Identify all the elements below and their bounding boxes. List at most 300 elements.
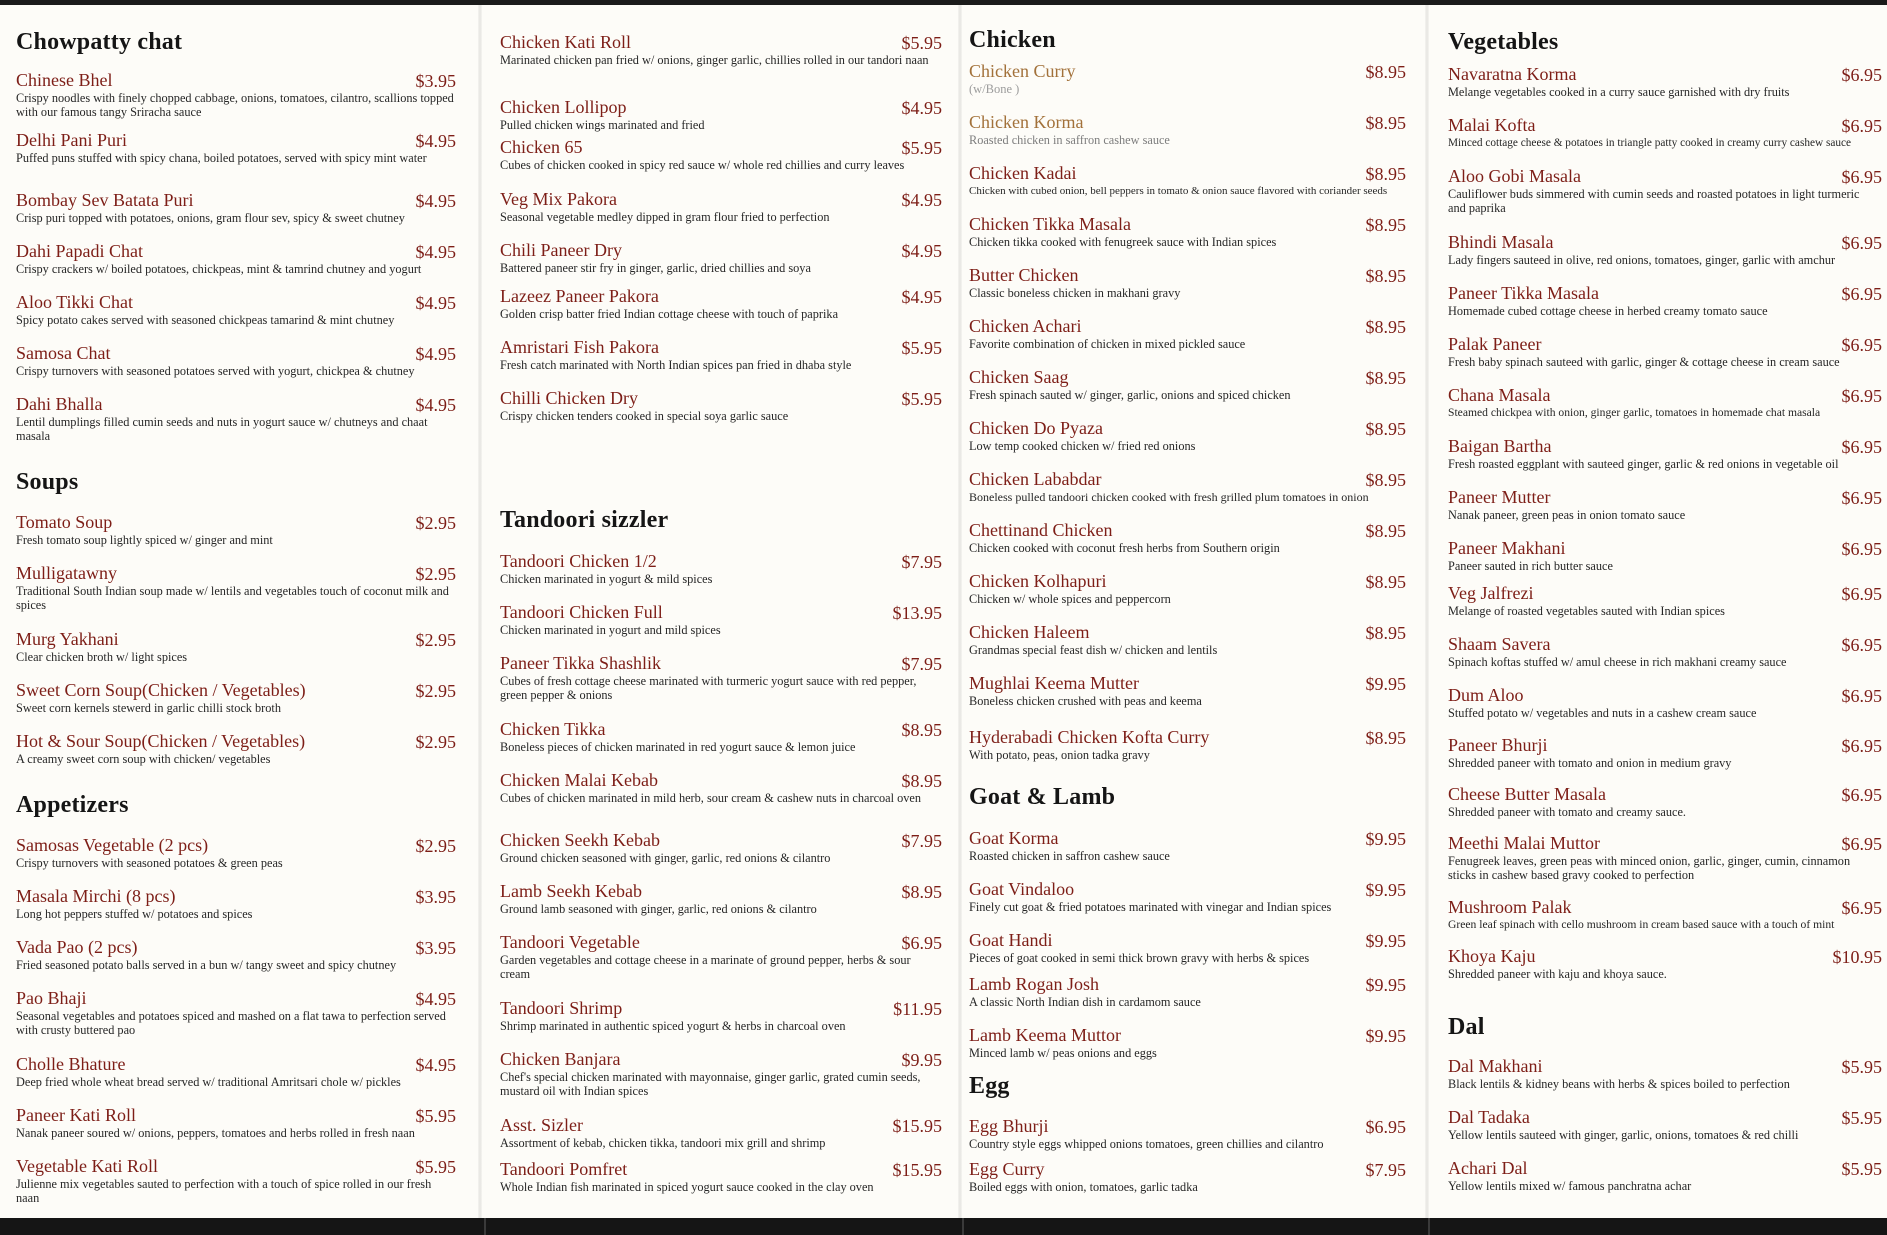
menu-item xyxy=(16,512,456,547)
item-description: Chicken w/ whole spices and peppercorn xyxy=(969,592,1171,606)
item-description: A creamy sweet corn soup with chicken/ vegetables xyxy=(16,752,271,766)
menu-item xyxy=(500,770,942,805)
item-description: Homemade cubed cottage cheese in herbed creamy tomato sauce xyxy=(1448,304,1768,318)
menu-item xyxy=(16,1105,456,1140)
menu-item xyxy=(1448,1158,1882,1193)
item-price: $8.95 xyxy=(1365,419,1406,439)
menu-item xyxy=(500,602,942,637)
item-description: Seasonal vegetable medley dipped in gram flour fried to perfection xyxy=(500,210,830,224)
item-description: Crispy crackers w/ boiled potatoes, chickpeas, mint & tamrind chutney and yogurt xyxy=(16,262,422,276)
item-name: Butter Chicken xyxy=(969,265,1079,285)
menu-item xyxy=(969,930,1406,965)
item-price: $9.95 xyxy=(1365,931,1406,951)
menu-item xyxy=(969,112,1406,147)
menu-item xyxy=(1448,64,1882,99)
menu-item xyxy=(969,622,1406,657)
item-price: $13.95 xyxy=(892,603,942,623)
item-name: Tandoori Shrimp xyxy=(500,998,623,1018)
item-name: Aloo Tikki Chat xyxy=(16,292,134,312)
menu-item xyxy=(969,1025,1406,1060)
item-description: Cauliflower buds simmered with cumin seeds and roasted potatoes in light turmeric and paprika xyxy=(1448,187,1860,216)
section-title-soups: Soups xyxy=(16,469,79,495)
item-name: Tandoori Pomfret xyxy=(500,1159,628,1179)
item-name: Vegetable Kati Roll xyxy=(16,1156,158,1176)
item-price: $8.95 xyxy=(1365,470,1406,490)
item-price: $10.95 xyxy=(1832,947,1882,967)
item-name: Chicken 65 xyxy=(500,137,583,157)
menu-item xyxy=(969,265,1406,300)
menu-item xyxy=(16,394,456,444)
item-name: Chicken Kolhapuri xyxy=(969,571,1107,591)
item-description: Long hot peppers stuffed w/ potatoes and spices xyxy=(16,907,253,921)
item-description: Crispy turnovers with seasoned potatoes & green peas xyxy=(16,856,283,870)
item-name: Mughlai Keema Mutter xyxy=(969,673,1139,693)
item-description: Melange of roasted vegetables sauted with Indian spices xyxy=(1448,604,1725,618)
item-description: Finely cut goat & fried potatoes marinated with vinegar and Indian spices xyxy=(969,900,1332,914)
menu-item xyxy=(1448,232,1882,267)
menu-item xyxy=(1448,946,1882,981)
section-title-chicken: Chicken xyxy=(969,27,1056,53)
menu-column-2 xyxy=(500,5,942,1218)
item-description: Boneless chicken crushed with peas and keema xyxy=(969,694,1202,708)
menu-item xyxy=(1448,1056,1882,1091)
item-name: Sweet Corn Soup(Chicken / Vegetables) xyxy=(16,680,306,700)
item-price: $6.95 xyxy=(1841,539,1882,559)
item-price: $4.95 xyxy=(415,1055,456,1075)
item-price: $2.95 xyxy=(415,681,456,701)
item-name: Murg Yakhani xyxy=(16,629,119,649)
menu-item xyxy=(16,343,456,378)
item-description: Clear chicken broth w/ light spices xyxy=(16,650,188,664)
item-name: Vada Pao (2 pcs) xyxy=(16,937,138,957)
menu-item xyxy=(1448,538,1882,573)
menu-item xyxy=(500,286,942,321)
item-description: Chicken marinated in yogurt and mild spices xyxy=(500,623,721,637)
item-name: Meethi Malai Muttor xyxy=(1448,833,1600,853)
item-description: Boiled eggs with onion, tomatoes, garlic tadka xyxy=(969,1180,1198,1194)
item-price: $3.95 xyxy=(415,71,456,91)
menu-item xyxy=(500,1115,942,1150)
item-description: Paneer sauted in rich butter sauce xyxy=(1448,559,1613,573)
item-name: Palak Paneer xyxy=(1448,334,1542,354)
item-price: $5.95 xyxy=(901,338,942,358)
item-name: Dal Tadaka xyxy=(1448,1107,1530,1127)
item-description: Minced lamb w/ peas onions and eggs xyxy=(969,1046,1157,1060)
item-description: Julienne mix vegetables sauted to perfection with a touch of spice rolled in our fresh naan xyxy=(16,1177,432,1206)
menu-item xyxy=(969,418,1406,453)
item-description: Nanak paneer soured w/ onions, peppers, tomatoes and herbs rolled in fresh naan xyxy=(16,1126,415,1140)
item-description: Whole Indian fish marinated in spiced yogurt sauce cooked in the clay oven xyxy=(500,1180,874,1194)
item-name: Hot & Sour Soup(Chicken / Vegetables) xyxy=(16,731,306,751)
item-name: Chicken Seekh Kebab xyxy=(500,830,660,850)
item-description: Classic boneless chicken in makhani gravy xyxy=(969,286,1181,300)
item-description: Shredded paneer with kaju and khoya sauce. xyxy=(1448,967,1667,981)
item-name: Samosas Vegetable (2 pcs) xyxy=(16,835,209,855)
item-name: Chicken Lababdar xyxy=(969,469,1102,489)
item-name: Chettinand Chicken xyxy=(969,520,1113,540)
item-price: $5.95 xyxy=(415,1157,456,1177)
menu-item xyxy=(969,214,1406,249)
menu-column-1 xyxy=(16,5,456,1218)
item-name: Tomato Soup xyxy=(16,512,113,532)
section-title-goat-lamb: Goat & Lamb xyxy=(969,784,1116,810)
item-price: $8.95 xyxy=(1365,266,1406,286)
item-price: $6.95 xyxy=(1841,785,1882,805)
item-description: Fresh tomato soup lightly spiced w/ ginger and mint xyxy=(16,533,273,547)
item-name: Paneer Bhurji xyxy=(1448,735,1548,755)
item-price: $5.95 xyxy=(901,138,942,158)
menu-item xyxy=(16,292,456,327)
menu-item xyxy=(16,190,456,225)
menu-item xyxy=(500,97,942,132)
item-price: $8.95 xyxy=(1365,113,1406,133)
item-name: Goat Korma xyxy=(969,828,1059,848)
menu-item xyxy=(16,1054,456,1089)
item-description: With potato, peas, onion tadka gravy xyxy=(969,748,1150,762)
menu-item xyxy=(1448,385,1882,420)
item-description: Chicken tikka cooked with fenugreek sauce with Indian spices xyxy=(969,235,1277,249)
section-title-chowpatty: Chowpatty chat xyxy=(16,29,183,55)
item-price: $9.95 xyxy=(1365,829,1406,849)
item-price: $6.95 xyxy=(1841,736,1882,756)
item-price: $8.95 xyxy=(1365,317,1406,337)
item-name: Navaratna Korma xyxy=(1448,64,1577,84)
item-description: Green leaf spinach with cello mushroom in cream based sauce with a touch of mint xyxy=(1448,918,1835,931)
menu-item xyxy=(969,469,1406,504)
item-price: $4.95 xyxy=(901,287,942,307)
menu-item xyxy=(500,337,942,372)
menu-item xyxy=(969,1159,1406,1194)
item-name: Lamb Keema Muttor xyxy=(969,1025,1121,1045)
menu-item xyxy=(1448,487,1882,522)
item-name: Chicken Kadai xyxy=(969,163,1077,183)
item-description: Country style eggs whipped onions tomatoes, green chillies and cilantro xyxy=(969,1137,1324,1151)
item-description: Favorite combination of chicken in mixed pickled sauce xyxy=(969,337,1246,351)
item-description: Chef's special chicken marinated with mayonnaise, ginger garlic, grated cumin seeds, mustard oil with Indian spices xyxy=(500,1070,921,1099)
item-description: Boneless pulled tandoori chicken cooked with fresh grilled plum tomatoes in onion xyxy=(969,490,1369,504)
menu-item xyxy=(16,563,456,613)
item-price: $8.95 xyxy=(1365,164,1406,184)
item-description: Garden vegetables and cottage cheese in a marinate of ground pepper, herbs & sour cream xyxy=(500,953,911,982)
menu-item xyxy=(969,163,1406,198)
item-name: Shaam Savera xyxy=(1448,634,1551,654)
item-name: Samosa Chat xyxy=(16,343,111,363)
menu-item xyxy=(1448,166,1882,216)
item-description: Spinach koftas stuffed w/ amul cheese in rich makhani creamy sauce xyxy=(1448,655,1787,669)
item-price: $2.95 xyxy=(415,732,456,752)
menu-item xyxy=(500,1159,942,1194)
menu-item xyxy=(16,629,456,664)
item-description: Fresh spinach sauted w/ ginger, garlic, onions and spiced chicken xyxy=(969,388,1291,402)
menu-item xyxy=(1448,283,1882,318)
item-name: Paneer Makhani xyxy=(1448,538,1566,558)
section-title-tandoori: Tandoori sizzler xyxy=(500,507,669,533)
item-price: $4.95 xyxy=(901,241,942,261)
item-description: Chicken cooked with coconut fresh herbs from Southern origin xyxy=(969,541,1280,555)
item-description: Lentil dumplings filled cumin seeds and nuts in yogurt sauce w/ chutneys and chaat masala xyxy=(16,415,428,444)
item-name: Chinese Bhel xyxy=(16,70,113,90)
item-description: Traditional South Indian soup made w/ lentils and vegetables touch of coconut milk and spices xyxy=(16,584,449,613)
item-price: $4.95 xyxy=(415,242,456,262)
menu-item xyxy=(1448,334,1882,369)
menu-item xyxy=(500,137,942,172)
item-name: Aloo Gobi Masala xyxy=(1448,166,1581,186)
item-price: $6.95 xyxy=(1841,233,1882,253)
item-name: Chicken Korma xyxy=(969,112,1084,132)
item-name: Paneer Kati Roll xyxy=(16,1105,136,1125)
item-description: Lady fingers sauteed in olive, red onions, tomatoes, ginger, garlic with amchur xyxy=(1448,253,1836,267)
item-name: Goat Handi xyxy=(969,930,1053,950)
item-price: $7.95 xyxy=(901,552,942,572)
item-description: Stuffed potato w/ vegetables and nuts in a cashew cream sauce xyxy=(1448,706,1757,720)
item-name: Pao Bhaji xyxy=(16,988,87,1008)
item-price: $3.95 xyxy=(415,887,456,907)
menu-item xyxy=(1448,685,1882,720)
item-description: Ground chicken seasoned with ginger, garlic, red onions & cilantro xyxy=(500,851,831,865)
item-price: $5.95 xyxy=(901,389,942,409)
item-price: $2.95 xyxy=(415,564,456,584)
item-description: Marinated chicken pan fried w/ onions, ginger garlic, chillies rolled in our tandori naan xyxy=(500,53,929,67)
menu-item xyxy=(969,727,1406,762)
item-description: Crisp puri topped with potatoes, onions, gram flour sev, spicy & sweet chutney xyxy=(16,211,405,225)
item-description: Deep fried whole wheat bread served w/ traditional Amritsari chole w/ pickles xyxy=(16,1075,401,1089)
item-price: $4.95 xyxy=(415,395,456,415)
menu-item xyxy=(969,61,1406,96)
item-description: Roasted chicken in saffron cashew sauce xyxy=(969,133,1170,147)
item-description: Yellow lentils mixed w/ famous panchratna achar xyxy=(1448,1179,1692,1193)
item-name: Delhi Pani Puri xyxy=(16,130,127,150)
item-name: Chicken Banjara xyxy=(500,1049,621,1069)
menu-item xyxy=(969,367,1406,402)
item-price: $6.95 xyxy=(1841,386,1882,406)
item-name: Goat Vindaloo xyxy=(969,879,1075,899)
menu-item xyxy=(16,731,456,766)
item-name: Masala Mirchi (8 pcs) xyxy=(16,886,176,906)
menu-item xyxy=(1448,784,1882,819)
item-price: $4.95 xyxy=(901,98,942,118)
item-price: $8.95 xyxy=(901,720,942,740)
item-name: Bhindi Masala xyxy=(1448,232,1554,252)
item-description: Fresh roasted eggplant with sauteed ginger, garlic & red onions in vegetable oil xyxy=(1448,457,1839,471)
menu-item xyxy=(16,886,456,921)
item-name: Dahi Papadi Chat xyxy=(16,241,143,261)
item-price: $4.95 xyxy=(901,190,942,210)
item-description: Fresh catch marinated with North Indian spices pan fried in dhaba style xyxy=(500,358,852,372)
item-description: Shrimp marinated in authentic spiced yogurt & herbs in charcoal oven xyxy=(500,1019,846,1033)
item-price: $8.95 xyxy=(901,771,942,791)
item-description: Puffed puns stuffed with spicy chana, boiled potatoes, served with spicy mint water xyxy=(16,151,427,165)
item-price: $8.95 xyxy=(1365,521,1406,541)
item-description: Chicken with cubed onion, bell peppers in tomato & onion sauce flavored with coriander seeds xyxy=(969,185,1388,197)
menu-item xyxy=(16,1156,456,1206)
item-price: $4.95 xyxy=(415,191,456,211)
item-price: $5.95 xyxy=(1841,1108,1882,1128)
item-name: Veg Mix Pakora xyxy=(500,189,617,209)
item-name: Bombay Sev Batata Puri xyxy=(16,190,194,210)
section-title-appetizers: Appetizers xyxy=(16,792,129,818)
item-price: $4.95 xyxy=(415,293,456,313)
section-title-egg: Egg xyxy=(969,1073,1010,1099)
fold-mark xyxy=(962,1218,964,1235)
item-description: Shredded paneer with tomato and creamy sauce. xyxy=(1448,805,1686,819)
menu-item xyxy=(500,189,942,224)
item-name: Chicken Kati Roll xyxy=(500,32,631,52)
menu-column-4 xyxy=(1448,5,1882,1218)
item-price: $4.95 xyxy=(415,344,456,364)
item-price: $6.95 xyxy=(1841,488,1882,508)
item-price: $6.95 xyxy=(1841,65,1882,85)
item-name: Dahi Bhalla xyxy=(16,394,103,414)
item-name: Hyderabadi Chicken Kofta Curry xyxy=(969,727,1210,747)
fold-mark xyxy=(1428,1218,1430,1235)
scan-edge xyxy=(0,1218,1887,1235)
menu-item xyxy=(16,241,456,276)
section-title-vegetables: Vegetables xyxy=(1448,29,1559,55)
menu-item xyxy=(16,70,456,120)
item-name: Dal Makhani xyxy=(1448,1056,1543,1076)
item-price: $8.95 xyxy=(1365,623,1406,643)
item-description: Seasonal vegetables and potatoes spiced and mashed on a flat tawa to perfection served with crusty buttered pao xyxy=(16,1009,446,1038)
item-description: Pieces of goat cooked in semi thick brown gravy with herbs & spices xyxy=(969,951,1310,965)
item-description: Crispy turnovers with seasoned potatoes served with yogurt, chickpea & chutney xyxy=(16,364,415,378)
item-price: $8.95 xyxy=(1365,728,1406,748)
item-price: $9.95 xyxy=(1365,975,1406,995)
item-name: Chicken Saag xyxy=(969,367,1069,387)
item-description: Grandmas special feast dish w/ chicken and lentils xyxy=(969,643,1218,657)
item-description: Cubes of chicken cooked in spicy red sauce w/ whole red chillies and curry leaves xyxy=(500,158,905,172)
menu-item xyxy=(969,974,1406,1009)
item-price: $3.95 xyxy=(415,938,456,958)
item-name: Chicken Do Pyaza xyxy=(969,418,1103,438)
item-name: Mushroom Palak xyxy=(1448,897,1572,917)
menu-item xyxy=(1448,583,1882,618)
item-name: Tandoori Chicken 1/2 xyxy=(500,551,657,571)
item-description: Pulled chicken wings marinated and fried xyxy=(500,118,705,132)
item-description: Battered paneer stir fry in ginger, garlic, dried chillies and soya xyxy=(500,261,811,275)
menu-item xyxy=(500,1049,942,1099)
item-name: Chicken Curry xyxy=(969,61,1076,81)
menu-item xyxy=(1448,897,1882,932)
item-price: $7.95 xyxy=(1365,1160,1406,1180)
menu-item xyxy=(16,988,456,1038)
menu-item xyxy=(969,571,1406,606)
menu-item xyxy=(16,835,456,870)
menu-item xyxy=(969,879,1406,914)
item-name: Chicken Haleem xyxy=(969,622,1090,642)
section-title-dal: Dal xyxy=(1448,1014,1485,1040)
item-price: $8.95 xyxy=(1365,572,1406,592)
menu-item xyxy=(500,719,942,754)
item-description: A classic North Indian dish in cardamom sauce xyxy=(969,995,1201,1009)
item-description: Steamed chickpea with onion, ginger garlic, tomatoes in homemade chat masala xyxy=(1448,406,1821,419)
item-price: $4.95 xyxy=(415,131,456,151)
item-description: Crispy chicken tenders cooked in special soya garlic sauce xyxy=(500,409,789,423)
item-price: $9.95 xyxy=(1365,880,1406,900)
item-price: $6.95 xyxy=(1841,635,1882,655)
item-price: $2.95 xyxy=(415,630,456,650)
item-name: Paneer Tikka Masala xyxy=(1448,283,1599,303)
menu-item xyxy=(1448,634,1882,669)
item-name: Paneer Tikka Shashlik xyxy=(500,653,662,673)
item-price: $6.95 xyxy=(1841,167,1882,187)
item-name: Chicken Malai Kebab xyxy=(500,770,658,790)
menu-item xyxy=(500,551,942,586)
item-name: Cheese Butter Masala xyxy=(1448,784,1606,804)
menu-item xyxy=(500,240,942,275)
item-description: Boneless pieces of chicken marinated in red yogurt sauce & lemon juice xyxy=(500,740,856,754)
item-name: Achari Dal xyxy=(1448,1158,1528,1178)
item-description: Melange vegetables cooked in a curry sauce garnished with dry fruits xyxy=(1448,85,1790,99)
item-name: Cholle Bhature xyxy=(16,1054,126,1074)
item-description: Golden crisp batter fried Indian cottage cheese with touch of paprika xyxy=(500,307,839,321)
item-name: Egg Bhurji xyxy=(969,1116,1049,1136)
item-description: Cubes of fresh cottage cheese marinated with turmeric yogurt sauce with red pepper, green pepper & onions xyxy=(500,674,917,703)
item-name: Malai Kofta xyxy=(1448,115,1536,135)
item-name: Lamb Rogan Josh xyxy=(969,974,1099,994)
item-price: $15.95 xyxy=(892,1160,942,1180)
menu-item xyxy=(1448,833,1882,883)
item-name: Chicken Tikka Masala xyxy=(969,214,1131,234)
menu-item xyxy=(16,680,456,715)
item-description: Fried seasoned potato balls served in a bun w/ tangy sweet and spicy chutney xyxy=(16,958,397,972)
menu-item xyxy=(500,830,942,865)
item-price: $8.95 xyxy=(1365,62,1406,82)
page-fold xyxy=(1425,5,1429,1218)
item-name: Paneer Mutter xyxy=(1448,487,1551,507)
item-description: Fresh baby spinach sauteed with garlic, ginger & cottage cheese in cream sauce xyxy=(1448,355,1840,369)
menu-column-3 xyxy=(969,5,1406,1218)
item-description: Cubes of chicken marinated in mild herb, sour cream & cashew nuts in charcoal oven xyxy=(500,791,922,805)
item-price: $7.95 xyxy=(901,831,942,851)
item-description: Sweet corn kernels stewerd in garlic chilli stock broth xyxy=(16,701,281,715)
item-price: $5.95 xyxy=(415,1106,456,1126)
item-description: Shredded paneer with tomato and onion in medium gravy xyxy=(1448,756,1732,770)
menu-item xyxy=(16,130,456,165)
item-price: $5.95 xyxy=(901,33,942,53)
menu-item xyxy=(969,1116,1406,1151)
item-price: $6.95 xyxy=(1841,116,1882,136)
menu-item xyxy=(1448,436,1882,471)
item-price: $6.95 xyxy=(1841,686,1882,706)
menu-item xyxy=(1448,115,1882,150)
menu-item xyxy=(500,388,942,423)
item-name: Chilli Chicken Dry xyxy=(500,388,638,408)
item-price: $8.95 xyxy=(1365,215,1406,235)
item-price: $9.95 xyxy=(1365,674,1406,694)
item-price: $6.95 xyxy=(1841,437,1882,457)
item-price: $11.95 xyxy=(893,999,942,1019)
item-name: Tandoori Chicken Full xyxy=(500,602,663,622)
item-description: Black lentils & kidney beans with herbs & spices boiled to perfection xyxy=(1448,1077,1790,1091)
menu-item xyxy=(500,881,942,916)
item-price: $2.95 xyxy=(415,836,456,856)
item-name: Chicken Achari xyxy=(969,316,1082,336)
item-name: Egg Curry xyxy=(969,1159,1045,1179)
item-price: $9.95 xyxy=(1365,1026,1406,1046)
item-price: $6.95 xyxy=(1841,834,1882,854)
item-description: Crispy noodles with finely chopped cabbage, onions, tomatoes, cilantro, scallions topped with our famous tangy Sriracha sauce xyxy=(16,91,454,120)
item-description: Low temp cooked chicken w/ fried red onions xyxy=(969,439,1196,453)
item-name: Khoya Kaju xyxy=(1448,946,1536,966)
item-price: $7.95 xyxy=(901,654,942,674)
item-name: Mulligatawny xyxy=(16,563,117,583)
menu-page xyxy=(0,5,1887,1218)
item-name: Veg Jalfrezi xyxy=(1448,583,1534,603)
item-price: $6.95 xyxy=(1841,898,1882,918)
item-name: Chana Masala xyxy=(1448,385,1551,405)
item-description: Nanak paneer, green peas in onion tomato sauce xyxy=(1448,508,1686,522)
menu-item xyxy=(969,673,1406,708)
